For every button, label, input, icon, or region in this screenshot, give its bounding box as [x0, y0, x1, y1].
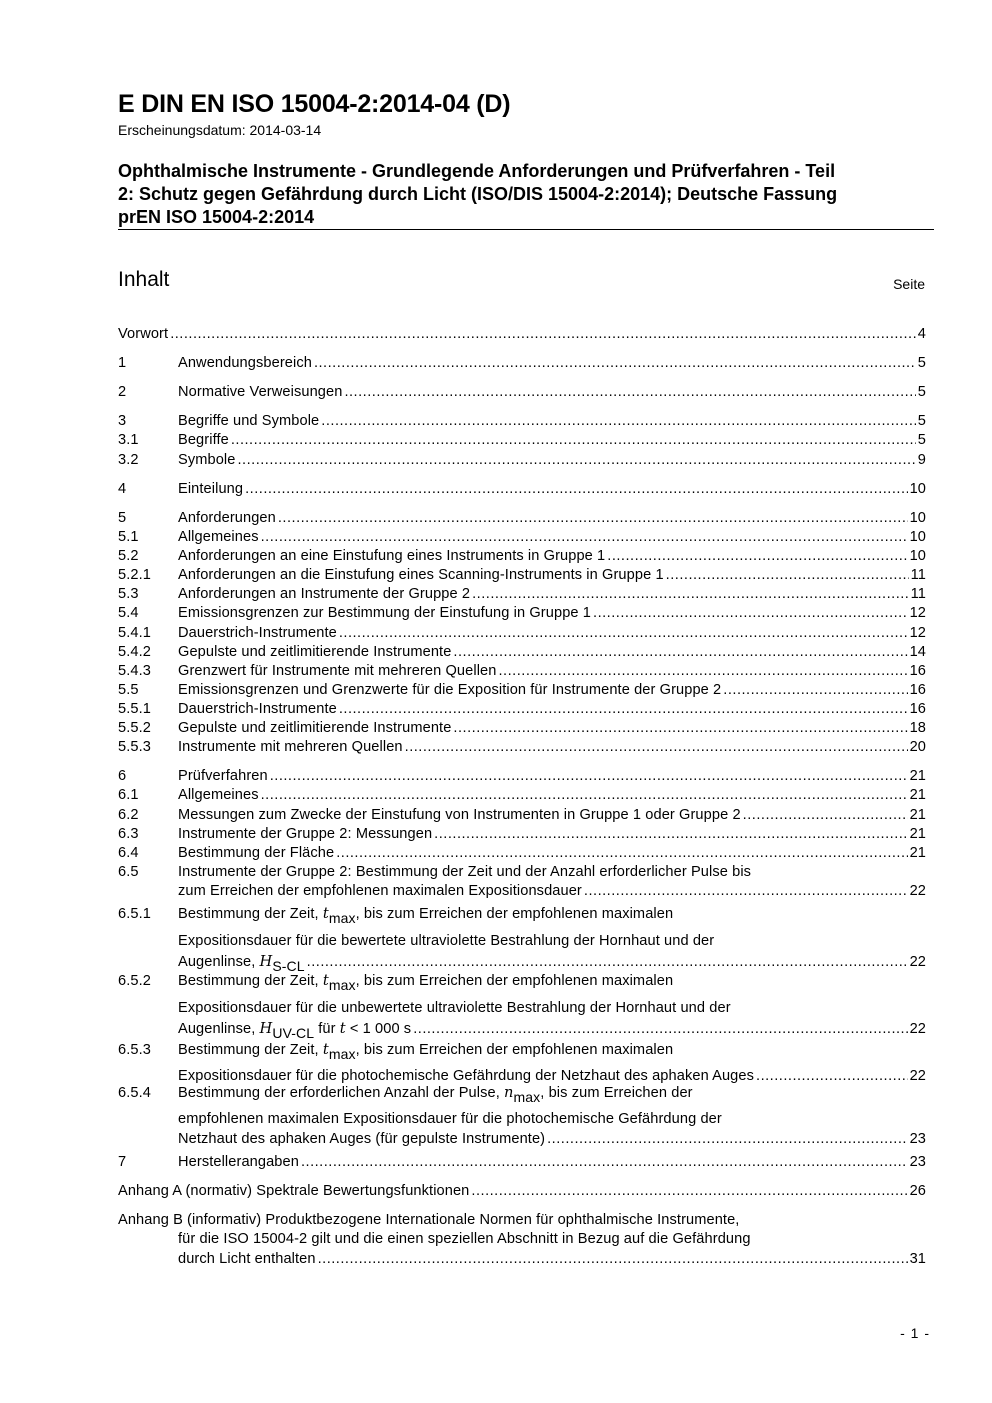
dot-leader	[339, 624, 908, 643]
title-fragment: , bis zum Erreichen der empfohlenen maximalen	[355, 973, 674, 989]
toc-entry-title: Anwendungsbereich	[178, 355, 312, 371]
toc-entry-3[interactable]	[118, 412, 926, 431]
toc-entry-6-5-2[interactable]	[118, 969, 926, 1043]
toc-entry-title: Herstellerangaben	[178, 1154, 299, 1170]
math-symbol: t	[322, 905, 329, 922]
toc-section-number: 6	[118, 768, 127, 784]
toc-section-number: 6.5.1	[118, 906, 151, 922]
toc-page-number: 9	[917, 452, 926, 468]
toc-entry-6-1[interactable]	[118, 786, 926, 805]
title-fragment: , bis zum Erreichen der empfohlenen maximalen	[355, 906, 674, 922]
toc-entry-5-2-1[interactable]	[118, 566, 926, 585]
toc-entry-1[interactable]	[118, 354, 926, 373]
toc-section-number: 5.3	[118, 586, 139, 602]
toc-entry-title-continued: durch Licht enthalten	[178, 1250, 316, 1267]
toc-entry-5-4-2[interactable]	[118, 643, 926, 662]
dot-leader	[743, 806, 908, 825]
toc-entry-5-5-3[interactable]	[118, 738, 926, 757]
toc-entry-5-4[interactable]	[118, 604, 926, 623]
toc-page-number: 22	[909, 1021, 926, 1037]
dot-leader	[318, 1250, 908, 1269]
toc-entry-title-continued: Expositionsdauer für die bewertete ultraviolette Bestrahlung der Hornhaut und der	[178, 933, 715, 949]
toc-entry-title: Emissionsgrenzen zur Bestimmung der Einstufung in Gruppe 1	[178, 605, 592, 621]
dot-leader	[723, 681, 907, 700]
toc-entry-5-4-1[interactable]	[118, 624, 926, 643]
page-column-label: Seite	[893, 276, 925, 292]
toc-page-number: 21	[909, 807, 926, 823]
dot-leader	[278, 509, 908, 528]
toc-section-number: 7	[118, 1154, 127, 1170]
dot-leader	[245, 480, 907, 499]
toc-entry-6-5-4[interactable]	[118, 1081, 926, 1149]
dot-leader	[261, 528, 908, 547]
toc-section-number: 4	[118, 481, 127, 497]
dot-leader	[453, 643, 907, 662]
toc-entry-title: Vorwort	[118, 326, 169, 342]
toc-heading: Inhalt	[118, 268, 170, 291]
toc-page-number: 5	[917, 384, 926, 400]
toc-entry-6-5-3[interactable]	[118, 1038, 926, 1086]
toc-entry-6-5-1[interactable]	[118, 902, 926, 976]
dot-leader	[301, 1153, 908, 1172]
math-symbol: n	[504, 1084, 514, 1101]
toc-section-number: 3.2	[118, 452, 139, 468]
toc-entry-title: Anforderungen an Instrumente der Gruppe 2	[178, 586, 471, 602]
title-fragment: Bestimmung der Zeit,	[178, 1042, 323, 1058]
toc-entry-title-continued: für die ISO 15004-2 gilt und die einen speziellen Abschnitt in Bezug auf die Gefährdung	[178, 1231, 751, 1248]
toc-section-number: 5.2.1	[118, 567, 151, 583]
toc-section-number: 6.3	[118, 826, 139, 842]
toc-section-number: 5.5	[118, 682, 139, 698]
dot-leader	[336, 844, 907, 863]
dot-leader	[170, 325, 916, 344]
toc-entry-2[interactable]	[118, 383, 926, 402]
toc-entry-title	[178, 902, 673, 930]
toc-page-number: 21	[909, 826, 926, 842]
toc-entry-5-1[interactable]	[118, 528, 926, 547]
dot-leader	[607, 547, 907, 566]
toc-page-number: 18	[909, 720, 926, 736]
dot-leader	[593, 604, 908, 623]
dot-leader	[339, 700, 908, 719]
page-number-footer: - 1 -	[900, 1325, 930, 1341]
dot-leader	[405, 738, 908, 757]
toc-entry-title: Anforderungen an eine Einstufung eines Instruments in Gruppe 1	[178, 548, 606, 564]
title-fragment: Bestimmung der Zeit,	[178, 906, 323, 922]
toc-page-number: 16	[909, 701, 926, 717]
dot-leader	[344, 383, 915, 402]
toc-page-number: 22	[909, 954, 926, 970]
toc-entry-6-3[interactable]	[118, 825, 926, 844]
toc-entry-3-1[interactable]	[118, 431, 926, 450]
toc-entry-6[interactable]	[118, 767, 926, 786]
toc-entry-title: Dauerstrich-Instrumente	[178, 625, 337, 641]
toc-entry-title: Anforderungen an die Einstufung eines Scanning-Instruments in Gruppe 1	[178, 567, 664, 583]
toc-entry-title: Grenzwert für Instrumente mit mehreren Quellen	[178, 663, 497, 679]
title-fragment: Bestimmung der Zeit,	[178, 973, 323, 989]
toc-page-number: 21	[909, 787, 926, 803]
toc-entry-title-continued: Expositionsdauer für die photochemische Gefährdung der Netzhaut des aphaken Auges	[178, 1068, 755, 1084]
toc-page-number: 5	[917, 413, 926, 429]
toc-entry-title: Messungen zum Zwecke der Einstufung von Instrumenten in Gruppe 1 oder Gruppe 2	[178, 807, 741, 823]
toc-entry-5-5-2[interactable]	[118, 719, 926, 738]
math-symbol: t	[339, 1020, 346, 1037]
math-subscript: max	[513, 1089, 541, 1105]
toc-entry-title-continued: Expositionsdauer für die unbewertete ultraviolette Bestrahlung der Hornhaut und der	[178, 1000, 731, 1016]
toc-entry-title-continued: empfohlenen maximalen Expositionsdauer für die photochemische Gefährdung der	[178, 1111, 722, 1127]
math-symbol: H	[259, 1020, 273, 1037]
toc-page-number: 16	[909, 682, 926, 698]
toc-section-number: 6.5.2	[118, 973, 151, 989]
toc-section-number: 6.2	[118, 807, 139, 823]
toc-section-number: 6.5	[118, 864, 139, 880]
toc-page-number: 23	[909, 1131, 926, 1147]
toc-entry-title: Gepulste und zeitlimitierende Instrumente	[178, 644, 452, 660]
toc-section-number: 5.5.2	[118, 720, 151, 736]
toc-entry-5-3[interactable]	[118, 585, 926, 604]
dot-leader	[413, 1020, 907, 1039]
toc-page-number: 22	[909, 883, 926, 900]
toc-page-number: 5	[917, 355, 926, 371]
toc-entry-5[interactable]	[118, 509, 926, 528]
math-subscript: max	[328, 977, 356, 993]
toc-entry-6-4[interactable]	[118, 844, 926, 863]
toc-page-number: 22	[909, 1068, 926, 1084]
toc-page-number: 11	[910, 586, 926, 602]
toc-entry-title: Normative Verweisungen	[178, 384, 343, 400]
toc-section-number: 6.5.4	[118, 1085, 151, 1101]
toc-entry-title	[178, 1081, 693, 1109]
toc-section-number: 6.1	[118, 787, 139, 803]
toc-section-number: 5.5.3	[118, 739, 151, 755]
dot-leader	[261, 786, 908, 805]
toc-entry-title: Bestimmung der Fläche	[178, 845, 335, 861]
math-symbol: t	[322, 1041, 329, 1058]
toc-section-number: 5.1	[118, 529, 139, 545]
title-line: prEN ISO 15004-2:2014	[118, 207, 315, 227]
toc-entry-title: Gepulste und zeitlimitierende Instrumente	[178, 720, 452, 736]
toc-entry-title: Begriffe	[178, 432, 229, 448]
toc-entry-title: Emissionsgrenzen und Grenzwerte für die Exposition für Instrumente der Gruppe 2	[178, 682, 722, 698]
toc-section-number: 3	[118, 413, 127, 429]
title-fragment: Augenlinse,	[178, 954, 260, 970]
toc-entry-4[interactable]	[118, 480, 926, 499]
title-divider	[118, 229, 934, 230]
toc-entry-5-2[interactable]	[118, 547, 926, 566]
publication-date: Erscheinungsdatum: 2014-03-14	[118, 122, 322, 138]
toc-section-number: 3.1	[118, 432, 139, 448]
toc-entry-title: Instrumente der Gruppe 2: Bestimmung der Zeit und der Anzahl erforderlicher Pulse bis	[178, 864, 752, 880]
toc-entry-title: Anhang B (informativ) Produktbezogene Internationale Normen für ophthalmische Instrumente,	[118, 1212, 740, 1228]
toc-entry-7[interactable]	[118, 1153, 926, 1172]
toc-page-number: 12	[909, 625, 926, 641]
math-subscript: max	[328, 910, 356, 926]
toc-entry-title-continued: zum Erreichen der empfohlenen maximalen Expositionsdauer	[178, 883, 582, 900]
toc-section-number: 5.4.2	[118, 644, 151, 660]
toc-section-number: 5.4	[118, 605, 139, 621]
title-line: Ophthalmische Instrumente - Grundlegende Anforderungen und Prüfverfahren - Teil	[118, 161, 836, 181]
toc-section-number: 5	[118, 510, 127, 526]
toc-page-number: 23	[909, 1154, 926, 1170]
dot-leader	[666, 566, 909, 585]
toc-entry-5-5-1[interactable]	[118, 700, 926, 719]
toc-entry-title: Symbole	[178, 452, 236, 468]
toc-entry-title-continued: Netzhaut des aphaken Auges (für gepulste Instrumente)	[178, 1131, 546, 1147]
math-symbol: t	[322, 972, 329, 989]
toc-entry-title: Prüfverfahren	[178, 768, 268, 784]
toc-entry-title: Begriffe und Symbole	[178, 413, 320, 429]
dot-leader	[547, 1130, 907, 1149]
toc-section-number: 5.2	[118, 548, 139, 564]
toc-section-number: 1	[118, 355, 127, 371]
toc-section-number: 5.4.3	[118, 663, 151, 679]
toc-section-number: 5.5.1	[118, 701, 151, 717]
title-fragment: < 1 000 s	[345, 1021, 412, 1037]
toc-entry-title: Instrumente der Gruppe 2: Messungen	[178, 826, 433, 842]
toc-page-number: 10	[909, 481, 926, 497]
title-fragment: Bestimmung der erforderlichen Anzahl der Pulse,	[178, 1085, 505, 1101]
title-fragment: , bis zum Erreichen der empfohlenen maximalen	[355, 1042, 674, 1058]
math-symbol: H	[259, 953, 273, 970]
toc-entry-6-5[interactable]	[118, 863, 926, 902]
toc-page-number: 10	[909, 548, 926, 564]
toc-page-number: 20	[909, 739, 926, 755]
document-title	[118, 160, 934, 229]
title-line: 2: Schutz gegen Gefährdung durch Licht (ISO/DIS 15004-2:2014); Deutsche Fassung	[118, 184, 838, 204]
math-subscript: UV-CL	[272, 1025, 315, 1041]
toc-page-number: 11	[910, 567, 926, 583]
toc-page-number: 5	[917, 432, 926, 448]
math-subscript: S-CL	[272, 958, 305, 974]
toc-section-number: 6.4	[118, 845, 139, 861]
toc-page-number: 4	[917, 326, 926, 342]
toc-entry-title: Instrumente mit mehreren Quellen	[178, 739, 403, 755]
toc-page-number: 31	[909, 1250, 926, 1267]
dot-leader	[499, 662, 908, 681]
toc-page-number: 10	[909, 510, 926, 526]
title-fragment: für	[314, 1021, 340, 1037]
toc-entry-6-2[interactable]	[118, 806, 926, 825]
toc-entry-5-5[interactable]	[118, 681, 926, 700]
dot-leader	[471, 1182, 907, 1201]
dot-leader	[270, 767, 908, 786]
toc-entry-title: Allgemeines	[178, 529, 259, 545]
math-subscript: max	[328, 1046, 356, 1062]
toc-entry-3-2[interactable]	[118, 451, 926, 470]
toc-section-number: 6.5.3	[118, 1042, 151, 1058]
toc-section-number: 5.4.1	[118, 625, 151, 641]
toc-page-number: 21	[909, 845, 926, 861]
document-page	[118, 0, 934, 1403]
toc-entry-title	[178, 1038, 673, 1066]
dot-leader	[321, 412, 916, 431]
document-id: E DIN EN ISO 15004-2:2014-04 (D)	[118, 90, 511, 118]
dot-leader	[472, 585, 909, 604]
dot-leader	[237, 451, 915, 470]
toc-entry-vorwort[interactable]	[118, 325, 926, 344]
toc-entry-5-4-3[interactable]	[118, 662, 926, 681]
dot-leader	[453, 719, 907, 738]
toc-entry-title	[178, 969, 673, 997]
dot-leader	[434, 825, 907, 844]
toc-entry-title: Anhang A (normativ) Spektrale Bewertungsfunktionen	[118, 1183, 470, 1199]
toc-entry-title: Dauerstrich-Instrumente	[178, 701, 337, 717]
dot-leader	[231, 431, 916, 450]
toc-page-number: 12	[909, 605, 926, 621]
toc-page-number: 10	[909, 529, 926, 545]
toc-page-number: 21	[909, 768, 926, 784]
title-fragment: , bis zum Erreichen der	[540, 1085, 693, 1101]
toc-section-number: 2	[118, 384, 127, 400]
toc-page-number: 14	[909, 644, 926, 660]
toc-entry-annex-b[interactable]	[118, 1211, 926, 1269]
dot-leader	[584, 882, 908, 901]
toc-entry-title: Einteilung	[178, 481, 244, 497]
toc-page-number: 26	[909, 1183, 926, 1199]
toc-entry-annex-a[interactable]	[118, 1182, 926, 1201]
toc-page-number: 16	[909, 663, 926, 679]
toc-entry-title: Anforderungen	[178, 510, 276, 526]
dot-leader	[314, 354, 916, 373]
title-fragment: Augenlinse,	[178, 1021, 260, 1037]
toc-entry-title: Allgemeines	[178, 787, 259, 803]
